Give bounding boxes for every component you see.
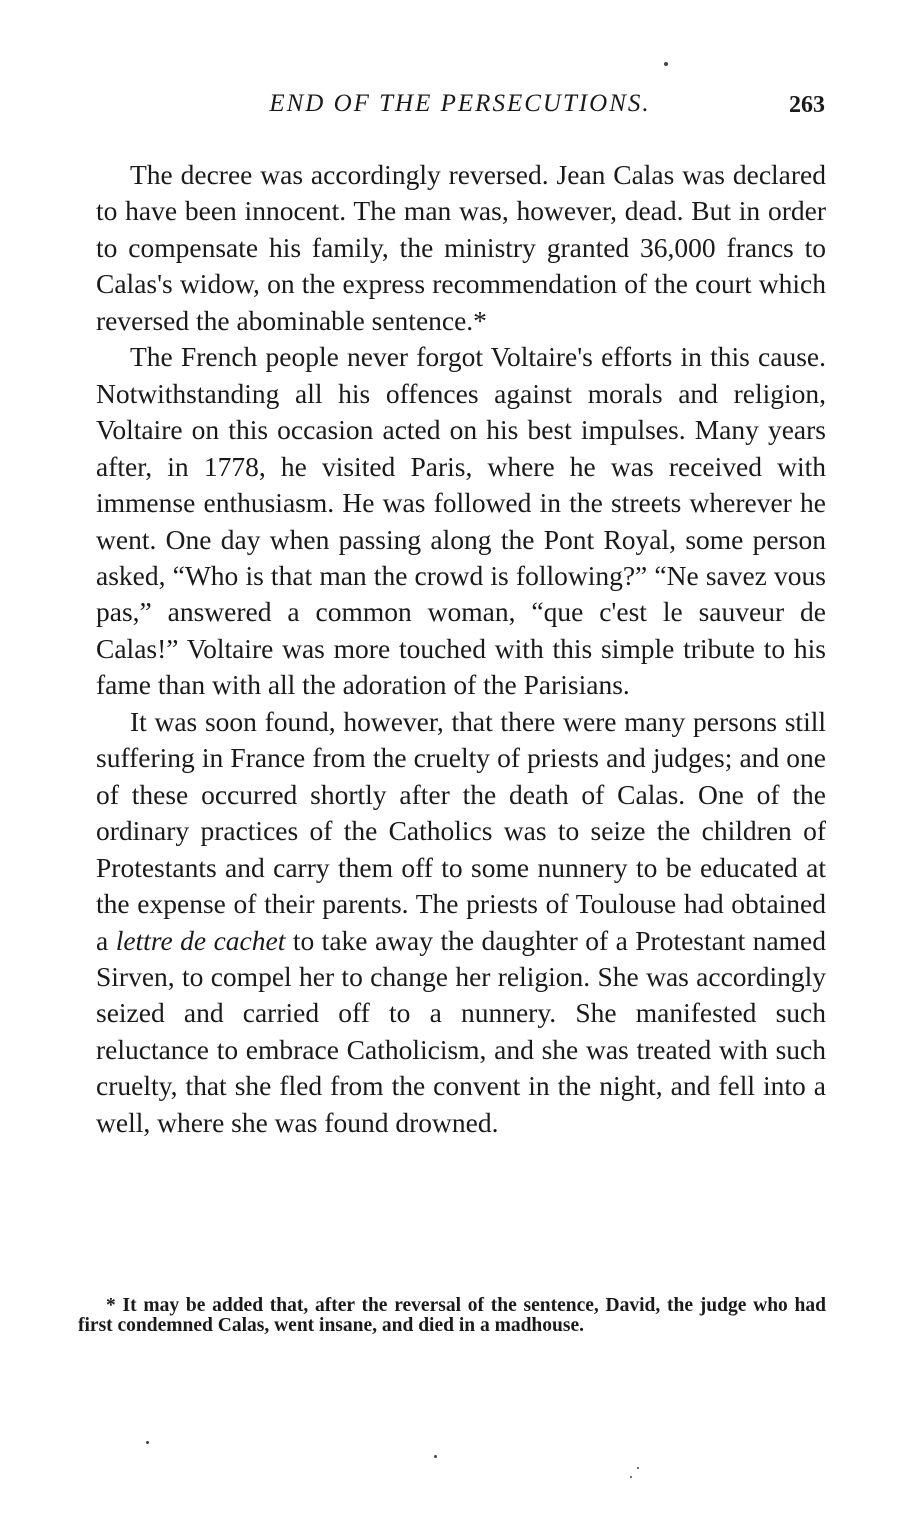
paragraph-3 — [96, 704, 826, 1141]
body-text — [96, 157, 826, 1141]
paragraph-1-text: The decree was accordingly reversed. Jean Calas was declared to have been innocent. The man was, however, dead. But in order to compensate his family, the ministry granted 36,000 francs to Calas's widow, on the express recommendation of the court which reversed the abominable sentence.* — [96, 159, 826, 336]
paragraph-3-italic-phrase: lettre de cachet — [115, 924, 286, 956]
page-number: 263 — [789, 92, 825, 118]
footnote: * It may be added that, after the reversal of the sentence, David, the judge who had first condemned Calas, went insane, and died in a madhouse. — [78, 1295, 826, 1336]
paragraph-2 — [96, 339, 826, 704]
paragraph-2-text: The French people never forgot Voltaire's efforts in this cause. Notwithstanding all his offences against morals and religion, Voltaire on this occasion acted on his best impulses. Many years after, in 1778, he visited Paris, where he was received with immense enthusiasm. He was followed in the streets wherever he went. One day when passing along the Pont Royal, some person asked, “Who is that man the crowd is following?” “Ne savez vous pas,” answered a common woman, “que c'est le sauveur de Calas!” Voltaire was more touched with this simple tribute to his fame than with all the adoration of the Parisians. — [96, 341, 826, 701]
scan-speck — [630, 1476, 632, 1478]
paragraph-1 — [96, 157, 826, 339]
paragraph-3-text-end: to take away the daughter of a Protestant named Sirven, to compel her to change her religion. She was accordingly seized and carried off to a nunnery. She manifested such reluctance to embrace Catholicism, and she was treated with such cruelty, that she fled from the convent in the night, and fell into a well, where she was found drowned. — [96, 924, 826, 1138]
scan-speck — [664, 62, 668, 66]
scan-speck — [146, 1441, 149, 1444]
running-title: END OF THE PERSECUTIONS. — [269, 90, 651, 117]
scan-speck — [434, 1455, 437, 1458]
paragraph-3-text-start: It was soon found, however, that there were many persons still suffering in France from the cruelty of priests and judges; and one of these occurred shortly after the death of Calas. One of the ordinary practices of the Catholics was to seize the children of Protestants and carry them off to some nunnery to be educated at the expense of their parents. The priests of Toulouse had obtained a — [96, 705, 826, 956]
running-head — [95, 90, 825, 124]
scan-speck — [637, 1467, 639, 1469]
